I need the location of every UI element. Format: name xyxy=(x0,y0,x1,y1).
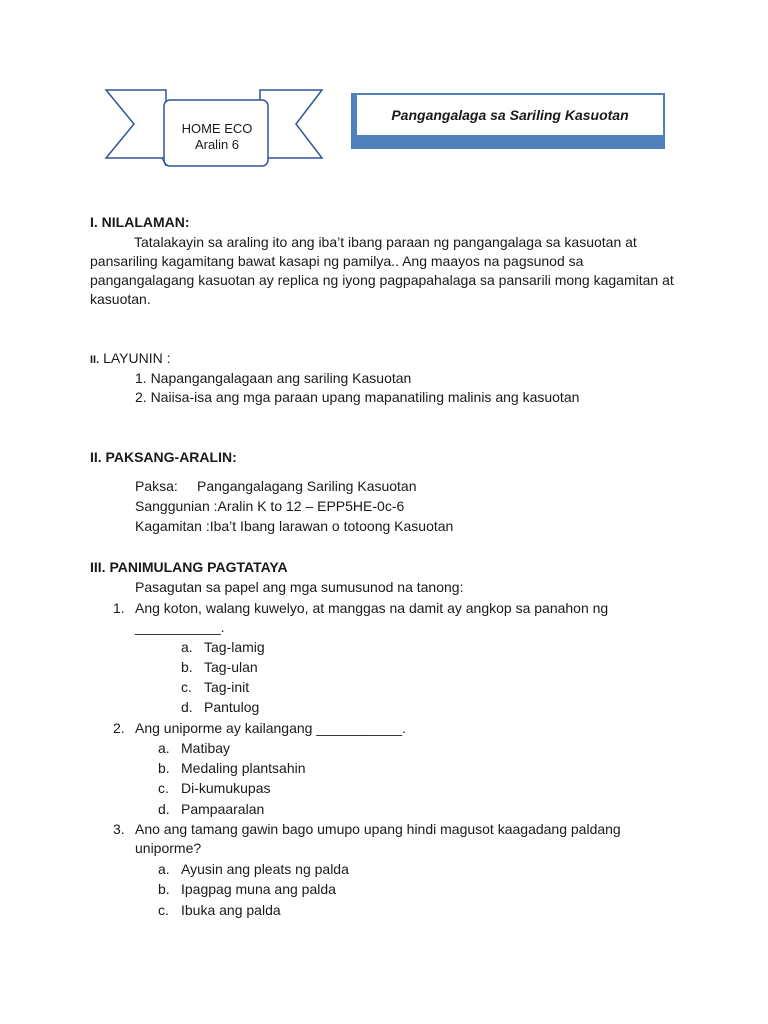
q1-choice-c-letter: c. xyxy=(181,679,192,695)
q3-choice-b: Ipagpag muna ang palda xyxy=(181,881,336,897)
paksa-value: Pangangalagang Sariling Kasuotan xyxy=(197,478,417,494)
panimulang-instruction: Pasagutan sa papel ang mga sumusunod na tanong: xyxy=(135,579,464,595)
banner-subject: HOME ECO xyxy=(181,121,253,136)
q2-choice-b: Medaling plantsahin xyxy=(181,760,306,776)
question-3-text: Ano ang tamang gawin bago umupo upang hindi magusot kaagadang paldang xyxy=(135,821,621,837)
q2-choice-b-letter: b. xyxy=(158,760,170,776)
question-2-number: 2. xyxy=(113,720,125,736)
question-2-text: Ang uniporme ay kailangang ___________. xyxy=(135,720,406,736)
q2-choice-d: Pampaaralan xyxy=(181,801,265,817)
q2-choice-d-letter: d. xyxy=(158,801,170,817)
q1-choice-b-letter: b. xyxy=(181,659,193,675)
q1-choice-d-letter: d. xyxy=(181,699,193,715)
q2-choice-c: Di-kumukupas xyxy=(181,780,271,796)
nilalaman-line-4: kasuotan. xyxy=(90,291,151,307)
paksang-aralin-heading: II. PAKSANG-ARALIN: xyxy=(90,449,237,465)
layunin-numeral: II. xyxy=(90,354,100,366)
layunin-item-2: 2. Naiisa-isa ang mga paraan upang mapanatiling malinis ang kasuotan xyxy=(135,389,580,405)
question-1-text: Ang koton, walang kuwelyo, at manggas na damit ay angkop sa panahon ng xyxy=(135,600,609,616)
q3-choice-b-letter: b. xyxy=(158,881,170,897)
nilalaman-line-2: pansariling kagamitang bawat kasapi ng pamilya.. Ang maayos na pagsunod sa xyxy=(90,253,584,269)
kagamitan: Kagamitan :Iba’t Ibang larawan o totoong Kasuotan xyxy=(135,518,454,534)
q3-choice-c-letter: c. xyxy=(158,902,169,918)
q1-choice-b: Tag-ulan xyxy=(204,659,258,675)
layunin-heading xyxy=(90,348,171,370)
title-box xyxy=(351,93,665,149)
q1-choice-a-letter: a. xyxy=(181,639,193,655)
question-3-text-cont: uniporme? xyxy=(135,840,202,856)
q1-choice-d: Pantulog xyxy=(204,699,260,715)
question-1-number: 1. xyxy=(113,600,125,616)
nilalaman-heading: I. NILALAMAN: xyxy=(90,214,190,230)
q2-choice-c-letter: c. xyxy=(158,780,169,796)
layunin-item-1: 1. Napangangalagaan ang sariling Kasuotan xyxy=(135,370,412,386)
q2-choice-a: Matibay xyxy=(181,740,231,756)
q1-choice-c: Tag-init xyxy=(204,679,250,695)
banner-label xyxy=(164,121,270,153)
sanggunian: Sanggunian :Aralin K to 12 – EPP5HE-0c-6 xyxy=(135,498,405,514)
q3-choice-c: Ibuka ang palda xyxy=(181,902,281,918)
question-1-blank: ___________. xyxy=(135,619,225,635)
question-3-number: 3. xyxy=(113,821,125,837)
panimulang-heading: III. PANIMULANG PAGTATAYA xyxy=(90,559,288,575)
page-title: Pangangalaga sa Sariling Kasuotan xyxy=(391,107,629,123)
q3-choice-a: Ayusin ang pleats ng palda xyxy=(181,861,349,877)
q3-choice-a-letter: a. xyxy=(158,861,170,877)
layunin-title: LAYUNIN : xyxy=(103,350,171,366)
paksa-label: Paksa: xyxy=(135,478,178,494)
nilalaman-line-3: pangangalagang kasuotan ay replica ng iyong pagpapahalaga sa pansarili mong kagamitan at xyxy=(90,272,674,288)
banner-lesson: Aralin 6 xyxy=(194,137,240,152)
q2-choice-a-letter: a. xyxy=(158,740,170,756)
q1-choice-a: Tag-lamig xyxy=(204,639,265,655)
nilalaman-line-1: Tatalakayin sa araling ito ang iba’t ibang paraan ng pangangalaga sa kasuotan at xyxy=(134,234,637,250)
